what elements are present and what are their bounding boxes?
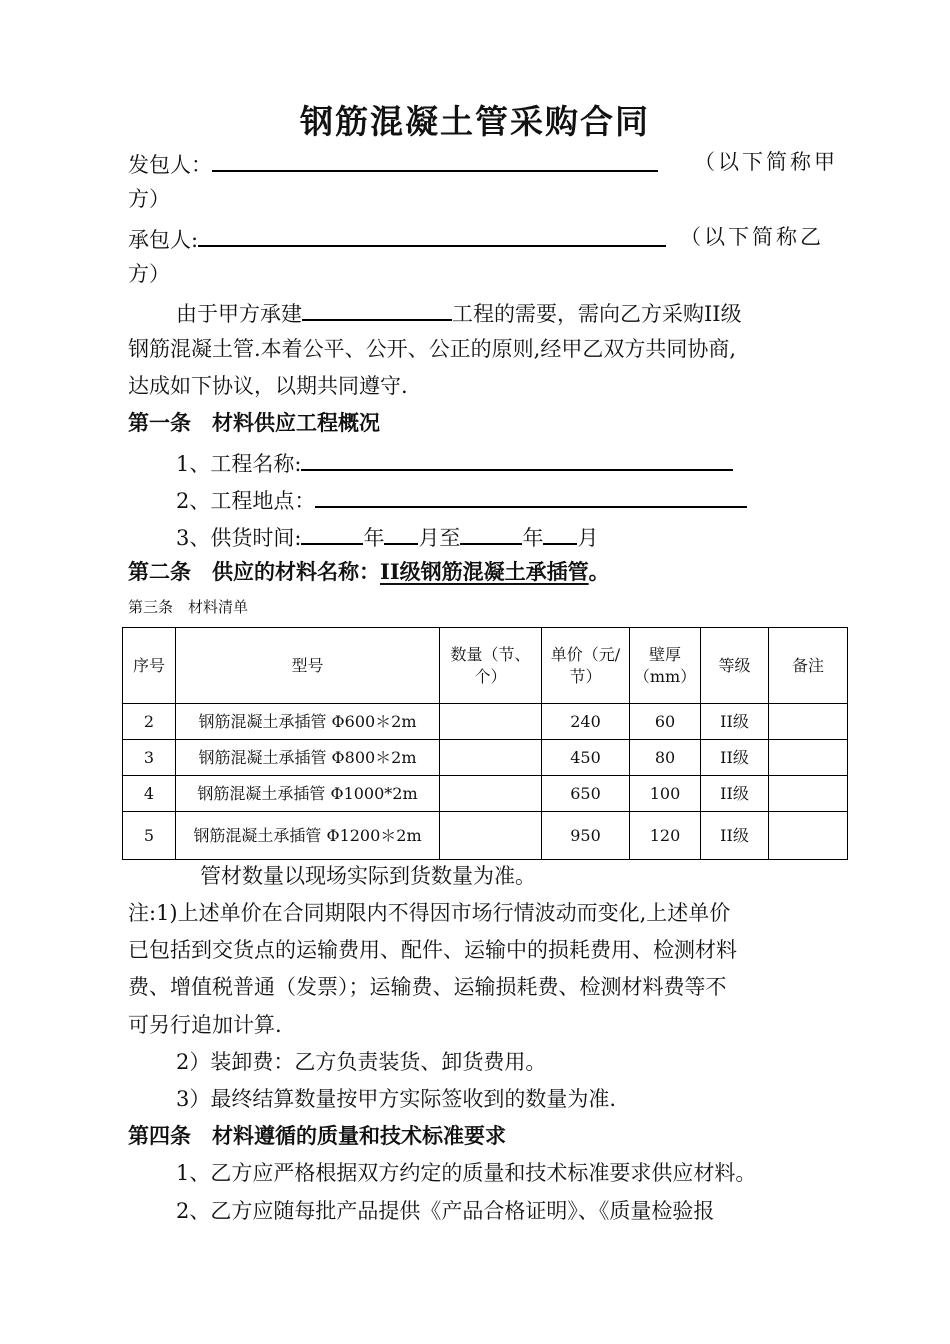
- cell-model: 钢筋混凝土承插管 Φ1200＊2m: [176, 812, 440, 860]
- article-2-heading-label: 第二条 供应的材料名称：: [128, 559, 380, 584]
- table-row: [123, 740, 848, 776]
- cell-price: 450: [542, 740, 630, 776]
- cell-price: 240: [542, 704, 630, 740]
- cell-no: 2: [123, 704, 176, 740]
- col-header-note: 备注: [769, 628, 848, 704]
- after-table-text: 管材数量以现场实际到货数量为准。: [200, 864, 536, 888]
- cell-qty[interactable]: [440, 776, 542, 812]
- cell-model: 钢筋混凝土承插管 Φ600＊2m: [176, 704, 440, 740]
- start-month-blank[interactable]: [384, 521, 418, 545]
- party-a-blank[interactable]: [212, 148, 658, 172]
- project-name-label: 1、工程名称:: [176, 452, 302, 476]
- article-4-heading: 第四条 材料遵循的质量和技术标准要求: [128, 1123, 506, 1148]
- cell-no: 3: [123, 740, 176, 776]
- party-b-blank[interactable]: [198, 223, 666, 247]
- note-1-line-2: 已包括到交货点的运输费用、配件、运输中的损耗费用、检测材料: [128, 938, 737, 962]
- supply-time-label: 3、供货时间:: [176, 526, 302, 550]
- article-2-heading: [128, 558, 610, 586]
- cell-no: 5: [123, 812, 176, 860]
- month-label: 月: [577, 526, 599, 550]
- article-1-item-1: [176, 447, 733, 478]
- article-4-item-2: 2、乙方应随每批产品提供《产品合格证明》、《质量检验报: [176, 1199, 715, 1223]
- cell-note[interactable]: [769, 704, 848, 740]
- cell-qty[interactable]: [440, 704, 542, 740]
- start-year-blank[interactable]: [301, 521, 363, 545]
- party-b-note-cont: 方）: [128, 262, 170, 286]
- cell-qty[interactable]: [440, 812, 542, 860]
- intro-text-b: 工程的需要，需向乙方采购II级: [452, 302, 742, 326]
- note-1-line-3: 费、增值税普通（发票）；运输费、运输损耗费、检测材料费等不: [128, 975, 727, 999]
- cell-model: 钢筋混凝土承插管 Φ800＊2m: [176, 740, 440, 776]
- article-2-heading-end: 。: [588, 559, 610, 584]
- material-name: II级钢筋混凝土承插管: [380, 559, 589, 584]
- cell-model: 钢筋混凝土承插管 Φ1000*2m: [176, 776, 440, 812]
- cell-grade: II级: [701, 740, 769, 776]
- note-1-line-4: 可另行追加计算.: [128, 1013, 282, 1037]
- table-row: [123, 776, 848, 812]
- end-month-blank[interactable]: [543, 521, 577, 545]
- col-header-no: 序号: [123, 628, 176, 704]
- note-2: 2）装卸费：乙方负责装货、卸货费用。: [176, 1050, 547, 1074]
- party-a-note: （以下简称甲: [694, 150, 838, 174]
- year-label-2: 年: [522, 526, 544, 550]
- party-b-line: [128, 223, 666, 254]
- cell-thickness: 120: [630, 812, 701, 860]
- cell-thickness: 80: [630, 740, 701, 776]
- cell-no: 4: [123, 776, 176, 812]
- document-title: 钢筋混凝土管采购合同: [300, 102, 650, 141]
- party-a-note-cont: 方）: [128, 187, 170, 211]
- party-a-label: 发包人：: [128, 153, 212, 177]
- cell-note[interactable]: [769, 776, 848, 812]
- article-3-heading: 第三条 材料清单: [128, 598, 249, 616]
- article-1-item-2: [176, 484, 747, 515]
- table-row: [123, 704, 848, 740]
- table-row: [123, 812, 848, 860]
- article-1-item-3: [176, 521, 598, 552]
- project-blank[interactable]: [302, 297, 452, 321]
- table-header-row: [123, 628, 848, 704]
- party-a-line: [128, 148, 658, 179]
- end-year-blank[interactable]: [460, 521, 522, 545]
- month-to-label: 月至: [418, 526, 461, 550]
- note-3: 3）最终结算数量按甲方实际签收到的数量为准.: [176, 1087, 617, 1111]
- col-header-grade: 等级: [701, 628, 769, 704]
- party-b-label: 承包人:: [128, 228, 199, 252]
- col-header-thickness: 壁厚（mm）: [630, 628, 701, 704]
- cell-grade: II级: [701, 776, 769, 812]
- intro-line-2: 钢筋混凝土管.本着公平、公开、公正的原则,经甲乙双方共同协商,: [128, 337, 737, 361]
- project-location-label: 2、工程地点：: [176, 489, 316, 513]
- material-table: [122, 627, 848, 860]
- cell-grade: II级: [701, 704, 769, 740]
- note-1-line-1: 注:1)上述单价在合同期限内不得因市场行情波动而变化,上述单价: [128, 901, 731, 925]
- cell-price: 650: [542, 776, 630, 812]
- cell-note[interactable]: [769, 812, 848, 860]
- cell-grade: II级: [701, 812, 769, 860]
- intro-line-3: 达成如下协议，以期共同遵守.: [128, 374, 408, 398]
- party-b-note: （以下简称乙: [680, 225, 824, 249]
- year-label: 年: [363, 526, 385, 550]
- col-header-model: 型号: [176, 628, 440, 704]
- intro-line-1: [176, 297, 742, 328]
- col-header-price: 单价（元/节）: [542, 628, 630, 704]
- cell-note[interactable]: [769, 740, 848, 776]
- article-1-heading: 第一条 材料供应工程概况: [128, 410, 380, 435]
- intro-text-a: 由于甲方承建: [176, 302, 302, 326]
- cell-thickness: 100: [630, 776, 701, 812]
- article-4-item-1: 1、乙方应严格根据双方约定的质量和技术标准要求供应材料。: [176, 1161, 757, 1185]
- project-location-blank[interactable]: [315, 484, 747, 508]
- cell-qty[interactable]: [440, 740, 542, 776]
- cell-price: 950: [542, 812, 630, 860]
- cell-thickness: 60: [630, 704, 701, 740]
- col-header-qty: 数量（节、个）: [440, 628, 542, 704]
- project-name-blank[interactable]: [301, 447, 733, 471]
